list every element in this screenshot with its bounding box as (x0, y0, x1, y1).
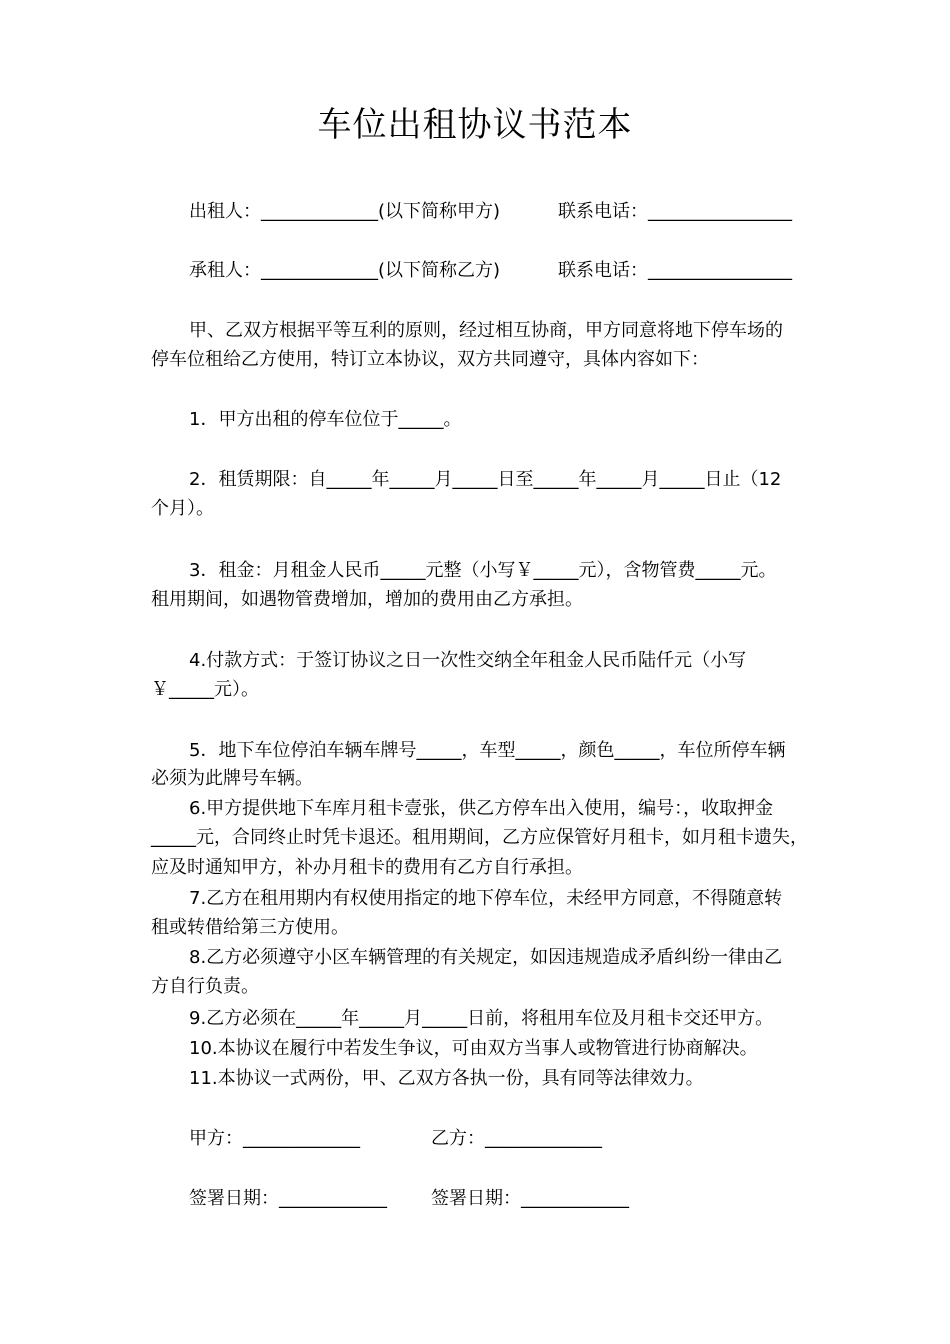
clause-8-line-2: 方自行负责。 (151, 976, 259, 997)
clause-3-line-1: 3．租金：月租金人民币_____元整（小写￥_____元），含物管费_____元。 (189, 560, 777, 581)
intro-line-1: 甲、乙双方根据平等互利的原则，经过相互协商，甲方同意将地下停车场的 (189, 320, 783, 341)
clause-8-line-1: 8.乙方必须遵守小区车辆管理的有关规定，如因违规造成矛盾纠纷一律由乙 (189, 947, 783, 968)
clause-6-line-3: 应及时通知甲方，补办月租卡的费用有乙方自行承担。 (151, 857, 583, 878)
clause-6-line-1: 6.甲方提供地下车库月租卡壹张，供乙方停车出入使用，编号：，收取押金 (189, 798, 774, 819)
clause-3-line-2: 租用期间，如遇物管费增加，增加的费用由乙方承担。 (151, 589, 583, 610)
clause-2-line-2: 个月）。 (151, 498, 214, 519)
clause-4-line-2: ￥_____元）。 (151, 679, 259, 700)
intro-line-2: 停车位租给乙方使用，特订立本协议，双方共同遵守，具体内容如下： (151, 349, 709, 370)
clause-11-line-1: 11.本协议一式两份，甲、乙双方各执一份，具有同等法律效力。 (189, 1068, 704, 1089)
document-title: 车位出租协议书范本 (317, 105, 633, 145)
lessee-phone-line: 联系电话：________________ (558, 260, 792, 281)
clause-7-line-1: 7.乙方在租用期内有权使用指定的地下停车位，未经甲方同意，不得随意转 (189, 888, 783, 909)
clause-4-line-1: 4.付款方式：于签订协议之日一次性交纳全年租金人民币陆仟元（小写 (189, 650, 747, 671)
clause-7-line-2: 租或转借给第三方使用。 (151, 917, 349, 938)
clause-5-line-2: 必须为此牌号车辆。 (151, 768, 313, 789)
party-b-sign-date: 签署日期：____________ (431, 1188, 629, 1209)
party-b-signature: 乙方：_____________ (431, 1128, 602, 1149)
clause-2-line-1: 2．租赁期限：自_____年_____月_____日至_____年_____月_____日止（12 (189, 469, 782, 490)
clause-9-line-1: 9.乙方必须在_____年_____月_____日前，将租用车位及月租卡交还甲方。 (189, 1008, 774, 1029)
lessee-line: 承租人：_____________(以下简称乙方) (189, 260, 501, 281)
clause-1-line-1: 1．甲方出租的停车位位于_____。 (189, 409, 462, 430)
clause-6-line-2: _____元，合同终止时凭卡退还。租用期间，乙方应保管好月租卡，如月租卡遗失， (151, 827, 808, 848)
party-a-signature: 甲方：_____________ (189, 1128, 360, 1149)
clause-10-line-1: 10.本协议在履行中若发生争议，可由双方当事人或物管进行协商解决。 (189, 1038, 758, 1059)
clause-5-line-1: 5．地下车位停泊车辆车牌号_____，车型_____，颜色_____，车位所停车辆 (189, 740, 786, 761)
party-a-sign-date: 签署日期：____________ (189, 1188, 387, 1209)
lessor-phone-line: 联系电话：________________ (558, 201, 792, 222)
lessor-line: 出租人：_____________(以下简称甲方) (189, 201, 501, 222)
